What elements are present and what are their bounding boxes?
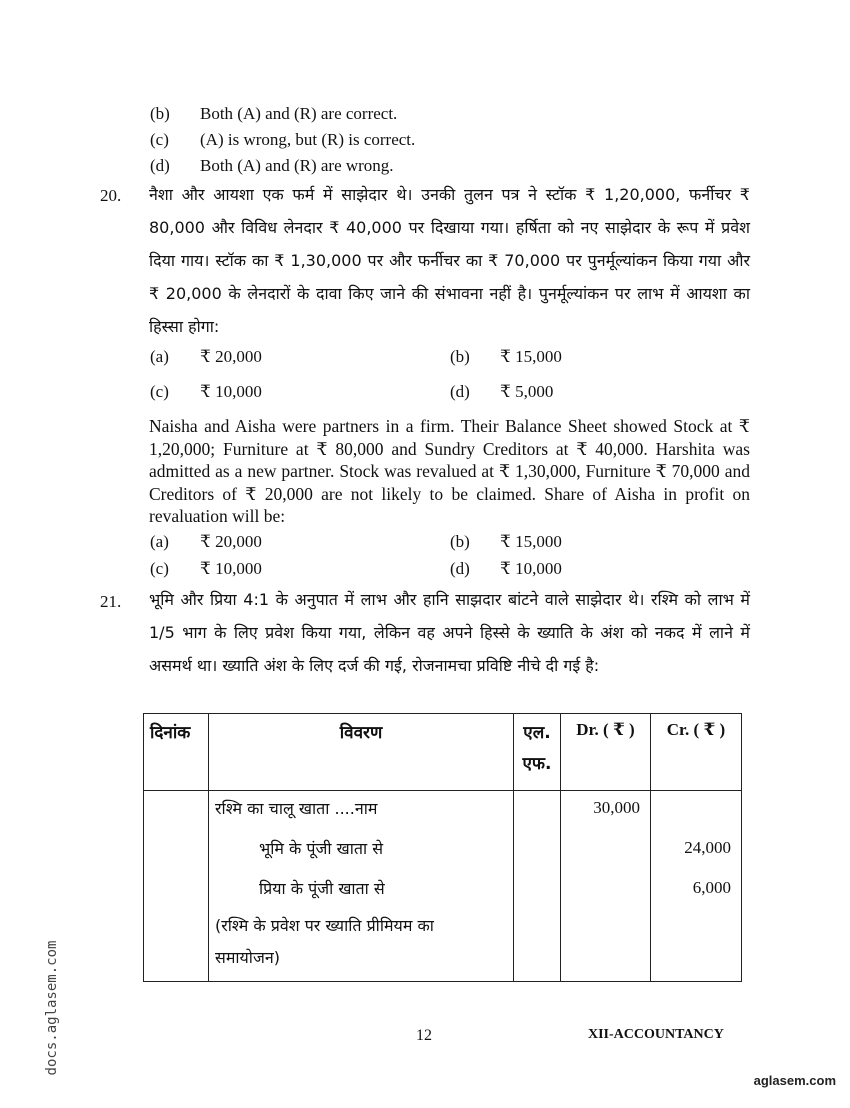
option-text: Both (A) and (R) are wrong. — [200, 156, 394, 175]
option-text: ₹ 10,000 — [200, 382, 262, 401]
credit-account-line: भूमि के पूंजी खाता से — [259, 839, 384, 858]
lf-header-line2: एफ. — [522, 754, 552, 774]
option-key: (d) — [450, 382, 470, 401]
option-key: (d) — [450, 559, 470, 578]
dr-cell — [561, 791, 651, 982]
question-21-hindi-text: भूमि और प्रिया 4:1 के अनुपात में लाभ और हानि साझदार बांटने वाले साझेदार थे। रश्मि को लाभ में 1/5 भाग के लिए प्रवेश किया गया, लेकिन वह अपने हिस्से के ख्याति के अंश को नकद में लाने में असमर्थ था। ख्याति अंश के लिए दर्ज की गई, रोजनामचा प्रविष्टि नीचे दी गई है: — [149, 590, 750, 675]
option-text: Both (A) and (R) are correct. — [200, 104, 398, 123]
particulars-cell — [209, 791, 514, 982]
journal-entry-table — [143, 713, 742, 982]
option-key: (c) — [150, 559, 169, 578]
cr-amount: 24,000 — [684, 838, 731, 857]
dr-header: Dr. ( ₹ ) — [561, 714, 651, 791]
option-key: (c) — [150, 130, 169, 149]
option-key: (b) — [450, 347, 470, 366]
option-text: (A) is wrong, but (R) is correct. — [200, 130, 416, 149]
date-header: दिनांक — [144, 714, 209, 791]
cr-amount: 6,000 — [692, 878, 731, 897]
cr-header: Cr. ( ₹ ) — [651, 714, 742, 791]
journal-header-row — [144, 714, 742, 791]
option-text: ₹ 15,000 — [500, 532, 562, 551]
option-key: (b) — [450, 532, 470, 551]
question-20-hindi-text: नैशा और आयशा एक फर्म में साझेदार थे। उनकी तुलन पत्र ने स्टॉक ₹ 1,20,000, फर्नीचर ₹ 80,000 और विविध लेनदार ₹ 40,000 पर दिखाया गया। हर्षिता को नए साझेदार के रूप में प्रवेश दिया गाय। स्टॉक का ₹ 1,30,000 पर और फर्नीचर का ₹ 70,000 पर पुनर्मूल्यांकन किया गया और ₹ 20,000 के लेनदारों के दावा किए जाने की संभावना नहीं है। पुनर्मूल्यांकन पर लाभ में आयशा का हिस्सा होगा: — [149, 185, 750, 336]
subject-label: XII-ACCOUNTANCY — [588, 1027, 724, 1042]
page-number: 12 — [416, 1027, 432, 1044]
option-text: ₹ 10,000 — [200, 559, 262, 578]
option-text: ₹ 5,000 — [500, 382, 554, 401]
option-text: ₹ 20,000 — [200, 347, 262, 366]
lf-cell — [514, 791, 561, 982]
option-key: (d) — [150, 156, 170, 175]
journal-entry-row — [144, 791, 742, 982]
option-text: ₹ 15,000 — [500, 347, 562, 366]
dr-amount: 30,000 — [593, 798, 640, 817]
option-text: ₹ 10,000 — [500, 559, 562, 578]
brand-link[interactable]: aglasem.com — [753, 1073, 836, 1088]
option-key: (c) — [150, 382, 169, 401]
side-watermark: docs.aglasem.com — [44, 940, 60, 1076]
question-21-number: 21. — [100, 592, 122, 611]
option-key: (b) — [150, 104, 170, 123]
lf-header-line1: एल. — [523, 723, 551, 743]
narration-line: (रश्मि के प्रवेश पर ख्याति प्रीमियम का — [215, 916, 434, 935]
option-key: (a) — [150, 347, 169, 366]
particulars-header: विवरण — [209, 714, 514, 791]
date-cell — [144, 791, 209, 982]
question-20-english-text: Naisha and Aisha were partners in a firm. Their Balance Sheet showed Stock at ₹ 1,20,000; Furniture at ₹ 80,000 and Sundry Creditors at ₹ 40,000. Harshita was admitted as a new partner. Stock was revalued at ₹ 1,30,000, Furniture ₹ 70,000 and Creditors of ₹ 20,000 are not likely to be claimed. Share of Aisha in profit on revaluation will be: — [149, 416, 750, 526]
question-20-number: 20. — [100, 186, 122, 205]
debit-account-line: रश्मि का चालू खाता ....नाम — [215, 799, 378, 818]
cr-cell — [651, 791, 742, 982]
credit-account-line: प्रिया के पूंजी खाता से — [259, 879, 385, 898]
lf-header — [514, 714, 561, 791]
option-text: ₹ 20,000 — [200, 532, 262, 551]
narration-line: समायोजन) — [215, 948, 280, 967]
option-key: (a) — [150, 532, 169, 551]
